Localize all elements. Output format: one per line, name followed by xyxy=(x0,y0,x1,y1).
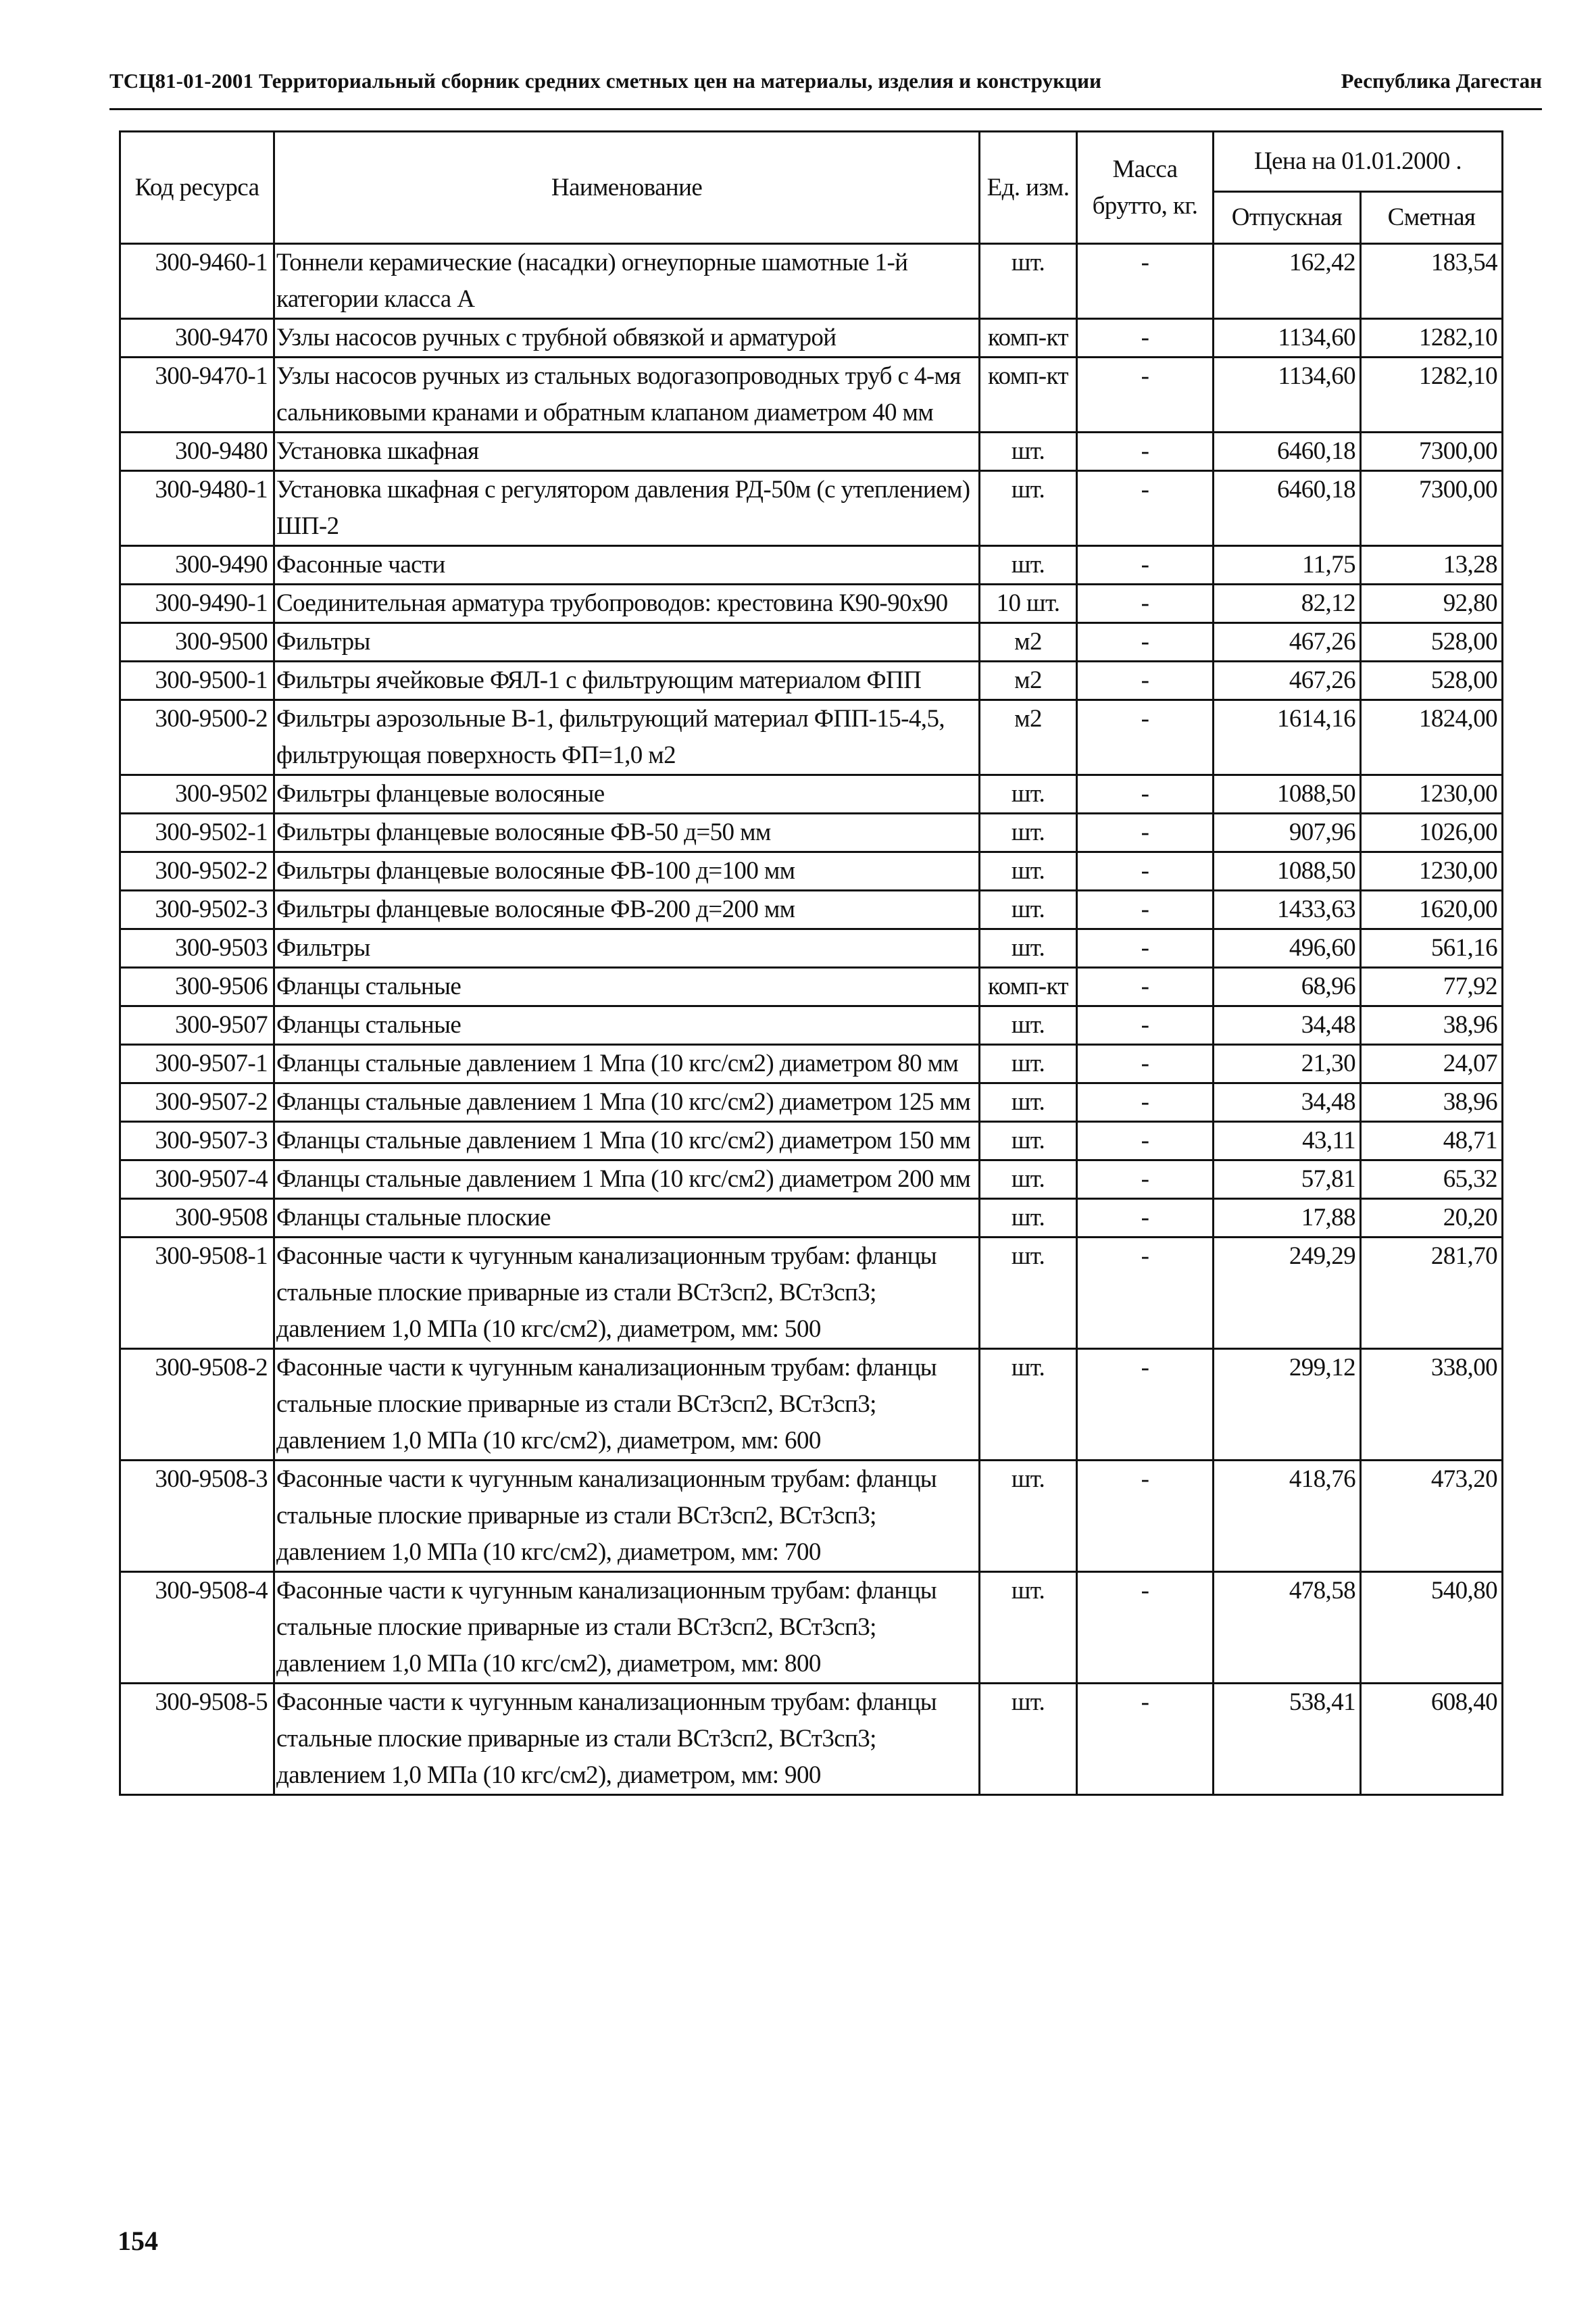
item-name-cell: Фасонные части xyxy=(274,546,980,585)
unit-cell: комп-кт xyxy=(980,358,1077,433)
table-row xyxy=(120,775,1503,814)
estimate-price-cell: 1230,00 xyxy=(1361,775,1503,814)
gross-mass-cell: - xyxy=(1077,358,1214,433)
gross-mass-cell: - xyxy=(1077,471,1214,546)
gross-mass-cell: - xyxy=(1077,814,1214,852)
resource-code-cell: 300-9490-1 xyxy=(120,585,274,623)
header-price-group: Цена на 01.01.2000 . xyxy=(1214,132,1503,192)
resource-code-cell: 300-9502-3 xyxy=(120,891,274,929)
release-price-cell: 68,96 xyxy=(1214,968,1361,1006)
item-name-cell: Установка шкафная с регулятором давления РД-50м (с утеплением) ШП-2 xyxy=(274,471,980,546)
unit-cell: шт. xyxy=(980,1684,1077,1795)
release-price-cell: 6460,18 xyxy=(1214,433,1361,471)
estimate-price-cell: 338,00 xyxy=(1361,1349,1503,1461)
resource-code-cell: 300-9470 xyxy=(120,319,274,358)
table-row xyxy=(120,1160,1503,1199)
resource-code-cell: 300-9507 xyxy=(120,1006,274,1045)
estimate-price-cell: 1824,00 xyxy=(1361,700,1503,775)
table-row xyxy=(120,929,1503,968)
release-price-cell: 57,81 xyxy=(1214,1160,1361,1199)
table-row xyxy=(120,546,1503,585)
item-name-cell: Фасонные части к чугунным канализационным трубам: фланцы стальные плоские приварные из стали ВСт3сп2, ВСт3сп3; давлением 1,0 МПа (10 кгс/см2), диаметром, мм: 700 xyxy=(274,1461,980,1572)
gross-mass-cell: - xyxy=(1077,662,1214,700)
gross-mass-cell: - xyxy=(1077,244,1214,319)
release-price-cell: 43,11 xyxy=(1214,1122,1361,1160)
resource-code-cell: 300-9507-3 xyxy=(120,1122,274,1160)
gross-mass-cell: - xyxy=(1077,1045,1214,1083)
release-price-cell: 299,12 xyxy=(1214,1349,1361,1461)
unit-cell: шт. xyxy=(980,1238,1077,1349)
unit-cell: шт. xyxy=(980,1160,1077,1199)
unit-cell: м2 xyxy=(980,623,1077,662)
item-name-cell: Тоннели керамические (насадки) огнеупорные шамотные 1-й категории класса А xyxy=(274,244,980,319)
release-price-cell: 1134,60 xyxy=(1214,358,1361,433)
item-name-cell: Фланцы стальные давлением 1 Мпа (10 кгс/см2) диаметром 80 мм xyxy=(274,1045,980,1083)
estimate-price-cell: 608,40 xyxy=(1361,1684,1503,1795)
header-price-estimate: Сметная xyxy=(1361,192,1503,244)
header-price-release: Отпускная xyxy=(1214,192,1361,244)
estimate-price-cell: 1282,10 xyxy=(1361,358,1503,433)
table-row xyxy=(120,1349,1503,1461)
table-row xyxy=(120,1122,1503,1160)
estimate-price-cell: 1282,10 xyxy=(1361,319,1503,358)
header-code: Код ресурса xyxy=(120,132,274,244)
estimate-price-cell: 528,00 xyxy=(1361,662,1503,700)
item-name-cell: Фильтры ячейковые ФЯЛ-1 с фильтрующим материалом ФПП xyxy=(274,662,980,700)
resource-code-cell: 300-9507-1 xyxy=(120,1045,274,1083)
resource-code-cell: 300-9500-1 xyxy=(120,662,274,700)
price-table xyxy=(119,130,1503,1796)
item-name-cell: Соединительная арматура трубопроводов: крестовина К90-90х90 xyxy=(274,585,980,623)
unit-cell: шт. xyxy=(980,1461,1077,1572)
item-name-cell: Фасонные части к чугунным канализационным трубам: фланцы стальные плоские приварные из стали ВСт3сп2, ВСт3сп3; давлением 1,0 МПа (10 кгс/см2), диаметром, мм: 900 xyxy=(274,1684,980,1795)
item-name-cell: Фильтры фланцевые волосяные xyxy=(274,775,980,814)
item-name-cell: Узлы насосов ручных с трубной обвязкой и арматурой xyxy=(274,319,980,358)
table-row xyxy=(120,1461,1503,1572)
gross-mass-cell: - xyxy=(1077,585,1214,623)
gross-mass-cell: - xyxy=(1077,1572,1214,1684)
table-row xyxy=(120,244,1503,319)
estimate-price-cell: 48,71 xyxy=(1361,1122,1503,1160)
table-row xyxy=(120,1572,1503,1684)
unit-cell: шт. xyxy=(980,929,1077,968)
estimate-price-cell: 24,07 xyxy=(1361,1045,1503,1083)
gross-mass-cell: - xyxy=(1077,1122,1214,1160)
table-row xyxy=(120,1083,1503,1122)
resource-code-cell: 300-9508 xyxy=(120,1199,274,1238)
estimate-price-cell: 540,80 xyxy=(1361,1572,1503,1684)
release-price-cell: 34,48 xyxy=(1214,1083,1361,1122)
gross-mass-cell: - xyxy=(1077,1160,1214,1199)
unit-cell: шт. xyxy=(980,1572,1077,1684)
item-name-cell: Фасонные части к чугунным канализационным трубам: фланцы стальные плоские приварные из стали ВСт3сп2, ВСт3сп3; давлением 1,0 МПа (10 кгс/см2), диаметром, мм: 800 xyxy=(274,1572,980,1684)
unit-cell: м2 xyxy=(980,662,1077,700)
estimate-price-cell: 7300,00 xyxy=(1361,471,1503,546)
item-name-cell: Фильтры фланцевые волосяные ФВ-100 д=100 мм xyxy=(274,852,980,891)
gross-mass-cell: - xyxy=(1077,929,1214,968)
gross-mass-cell: - xyxy=(1077,852,1214,891)
table-row xyxy=(120,662,1503,700)
table-row xyxy=(120,1199,1503,1238)
unit-cell: шт. xyxy=(980,852,1077,891)
table-row xyxy=(120,585,1503,623)
region-name: Республика Дагестан xyxy=(1341,69,1542,93)
gross-mass-cell: - xyxy=(1077,1349,1214,1461)
estimate-price-cell: 13,28 xyxy=(1361,546,1503,585)
table-row xyxy=(120,1006,1503,1045)
header-rule xyxy=(109,108,1542,110)
release-price-cell: 21,30 xyxy=(1214,1045,1361,1083)
page-number: 154 xyxy=(118,2226,158,2256)
item-name-cell: Фильтры фланцевые волосяные ФВ-50 д=50 мм xyxy=(274,814,980,852)
unit-cell: м2 xyxy=(980,700,1077,775)
table-row xyxy=(120,1684,1503,1795)
table-row xyxy=(120,968,1503,1006)
table-row xyxy=(120,433,1503,471)
estimate-price-cell: 92,80 xyxy=(1361,585,1503,623)
release-price-cell: 82,12 xyxy=(1214,585,1361,623)
table-row xyxy=(120,852,1503,891)
table-row xyxy=(120,814,1503,852)
item-name-cell: Фланцы стальные плоские xyxy=(274,1199,980,1238)
unit-cell: шт. xyxy=(980,891,1077,929)
table-row xyxy=(120,891,1503,929)
resource-code-cell: 300-9507-4 xyxy=(120,1160,274,1199)
unit-cell: комп-кт xyxy=(980,319,1077,358)
item-name-cell: Узлы насосов ручных из стальных водогазопроводных труб с 4-мя сальниковыми кранами и обратным клапаном диаметром 40 мм xyxy=(274,358,980,433)
unit-cell: шт. xyxy=(980,1199,1077,1238)
table-row xyxy=(120,319,1503,358)
item-name-cell: Фланцы стальные xyxy=(274,968,980,1006)
release-price-cell: 478,58 xyxy=(1214,1572,1361,1684)
estimate-price-cell: 1026,00 xyxy=(1361,814,1503,852)
release-price-cell: 467,26 xyxy=(1214,623,1361,662)
release-price-cell: 1614,16 xyxy=(1214,700,1361,775)
unit-cell: шт. xyxy=(980,244,1077,319)
resource-code-cell: 300-9508-5 xyxy=(120,1684,274,1795)
unit-cell: шт. xyxy=(980,1122,1077,1160)
release-price-cell: 418,76 xyxy=(1214,1461,1361,1572)
release-price-cell: 1134,60 xyxy=(1214,319,1361,358)
release-price-cell: 1088,50 xyxy=(1214,775,1361,814)
unit-cell: 10 шт. xyxy=(980,585,1077,623)
resource-code-cell: 300-9508-3 xyxy=(120,1461,274,1572)
gross-mass-cell: - xyxy=(1077,700,1214,775)
item-name-cell: Фланцы стальные давлением 1 Мпа (10 кгс/см2) диаметром 125 мм xyxy=(274,1083,980,1122)
table-row xyxy=(120,1238,1503,1349)
estimate-price-cell: 38,96 xyxy=(1361,1006,1503,1045)
table-row xyxy=(120,1045,1503,1083)
release-price-cell: 162,42 xyxy=(1214,244,1361,319)
item-name-cell: Фланцы стальные давлением 1 Мпа (10 кгс/см2) диаметром 200 мм xyxy=(274,1160,980,1199)
gross-mass-cell: - xyxy=(1077,623,1214,662)
resource-code-cell: 300-9500 xyxy=(120,623,274,662)
gross-mass-cell: - xyxy=(1077,775,1214,814)
release-price-cell: 907,96 xyxy=(1214,814,1361,852)
header-name: Наименование xyxy=(274,132,980,244)
gross-mass-cell: - xyxy=(1077,1238,1214,1349)
release-price-cell: 538,41 xyxy=(1214,1684,1361,1795)
resource-code-cell: 300-9503 xyxy=(120,929,274,968)
estimate-price-cell: 38,96 xyxy=(1361,1083,1503,1122)
gross-mass-cell: - xyxy=(1077,1083,1214,1122)
resource-code-cell: 300-9508-4 xyxy=(120,1572,274,1684)
table-row xyxy=(120,358,1503,433)
item-name-cell: Установка шкафная xyxy=(274,433,980,471)
item-name-cell: Фильтры аэрозольные В-1, фильтрующий материал ФПП-15-4,5, фильтрующая поверхность ФП=1,0 м2 xyxy=(274,700,980,775)
estimate-price-cell: 65,32 xyxy=(1361,1160,1503,1199)
gross-mass-cell: - xyxy=(1077,1461,1214,1572)
resource-code-cell: 300-9500-2 xyxy=(120,700,274,775)
resource-code-cell: 300-9508-2 xyxy=(120,1349,274,1461)
resource-code-cell: 300-9506 xyxy=(120,968,274,1006)
release-price-cell: 467,26 xyxy=(1214,662,1361,700)
item-name-cell: Фасонные части к чугунным канализационным трубам: фланцы стальные плоские приварные из стали ВСт3сп2, ВСт3сп3; давлением 1,0 МПа (10 кгс/см2), диаметром, мм: 600 xyxy=(274,1349,980,1461)
estimate-price-cell: 7300,00 xyxy=(1361,433,1503,471)
item-name-cell: Фланцы стальные давлением 1 Мпа (10 кгс/см2) диаметром 150 мм xyxy=(274,1122,980,1160)
resource-code-cell: 300-9507-2 xyxy=(120,1083,274,1122)
release-price-cell: 1433,63 xyxy=(1214,891,1361,929)
resource-code-cell: 300-9502-2 xyxy=(120,852,274,891)
item-name-cell: Фильтры xyxy=(274,929,980,968)
table-row xyxy=(120,623,1503,662)
estimate-price-cell: 473,20 xyxy=(1361,1461,1503,1572)
unit-cell: шт. xyxy=(980,1083,1077,1122)
table-row xyxy=(120,700,1503,775)
estimate-price-cell: 561,16 xyxy=(1361,929,1503,968)
estimate-price-cell: 528,00 xyxy=(1361,623,1503,662)
unit-cell: комп-кт xyxy=(980,968,1077,1006)
resource-code-cell: 300-9460-1 xyxy=(120,244,274,319)
estimate-price-cell: 183,54 xyxy=(1361,244,1503,319)
estimate-price-cell: 1620,00 xyxy=(1361,891,1503,929)
unit-cell: шт. xyxy=(980,546,1077,585)
unit-cell: шт. xyxy=(980,1349,1077,1461)
item-name-cell: Фильтры фланцевые волосяные ФВ-200 д=200 мм xyxy=(274,891,980,929)
release-price-cell: 1088,50 xyxy=(1214,852,1361,891)
document-title: ТСЦ81-01-2001 Территориальный сборник средних сметных цен на материалы, изделия и конструкции xyxy=(109,69,1102,93)
gross-mass-cell: - xyxy=(1077,968,1214,1006)
gross-mass-cell: - xyxy=(1077,546,1214,585)
unit-cell: шт. xyxy=(980,1006,1077,1045)
item-name-cell: Фильтры xyxy=(274,623,980,662)
resource-code-cell: 300-9508-1 xyxy=(120,1238,274,1349)
item-name-cell: Фасонные части к чугунным канализационным трубам: фланцы стальные плоские приварные из стали ВСт3сп2, ВСт3сп3; давлением 1,0 МПа (10 кгс/см2), диаметром, мм: 500 xyxy=(274,1238,980,1349)
release-price-cell: 17,88 xyxy=(1214,1199,1361,1238)
release-price-cell: 11,75 xyxy=(1214,546,1361,585)
release-price-cell: 34,48 xyxy=(1214,1006,1361,1045)
unit-cell: шт. xyxy=(980,775,1077,814)
gross-mass-cell: - xyxy=(1077,1684,1214,1795)
resource-code-cell: 300-9470-1 xyxy=(120,358,274,433)
release-price-cell: 6460,18 xyxy=(1214,471,1361,546)
release-price-cell: 496,60 xyxy=(1214,929,1361,968)
gross-mass-cell: - xyxy=(1077,891,1214,929)
estimate-price-cell: 77,92 xyxy=(1361,968,1503,1006)
unit-cell: шт. xyxy=(980,433,1077,471)
resource-code-cell: 300-9490 xyxy=(120,546,274,585)
gross-mass-cell: - xyxy=(1077,319,1214,358)
gross-mass-cell: - xyxy=(1077,1199,1214,1238)
header-unit: Ед. изм. xyxy=(980,132,1077,244)
unit-cell: шт. xyxy=(980,1045,1077,1083)
unit-cell: шт. xyxy=(980,814,1077,852)
estimate-price-cell: 1230,00 xyxy=(1361,852,1503,891)
gross-mass-cell: - xyxy=(1077,1006,1214,1045)
gross-mass-cell: - xyxy=(1077,433,1214,471)
resource-code-cell: 300-9480 xyxy=(120,433,274,471)
table-header xyxy=(120,132,1503,244)
release-price-cell: 249,29 xyxy=(1214,1238,1361,1349)
resource-code-cell: 300-9502-1 xyxy=(120,814,274,852)
estimate-price-cell: 20,20 xyxy=(1361,1199,1503,1238)
header-mass: Масса брутто, кг. xyxy=(1077,132,1214,244)
estimate-price-cell: 281,70 xyxy=(1361,1238,1503,1349)
item-name-cell: Фланцы стальные xyxy=(274,1006,980,1045)
resource-code-cell: 300-9480-1 xyxy=(120,471,274,546)
table-body xyxy=(120,244,1503,1795)
resource-code-cell: 300-9502 xyxy=(120,775,274,814)
table-row xyxy=(120,471,1503,546)
unit-cell: шт. xyxy=(980,471,1077,546)
